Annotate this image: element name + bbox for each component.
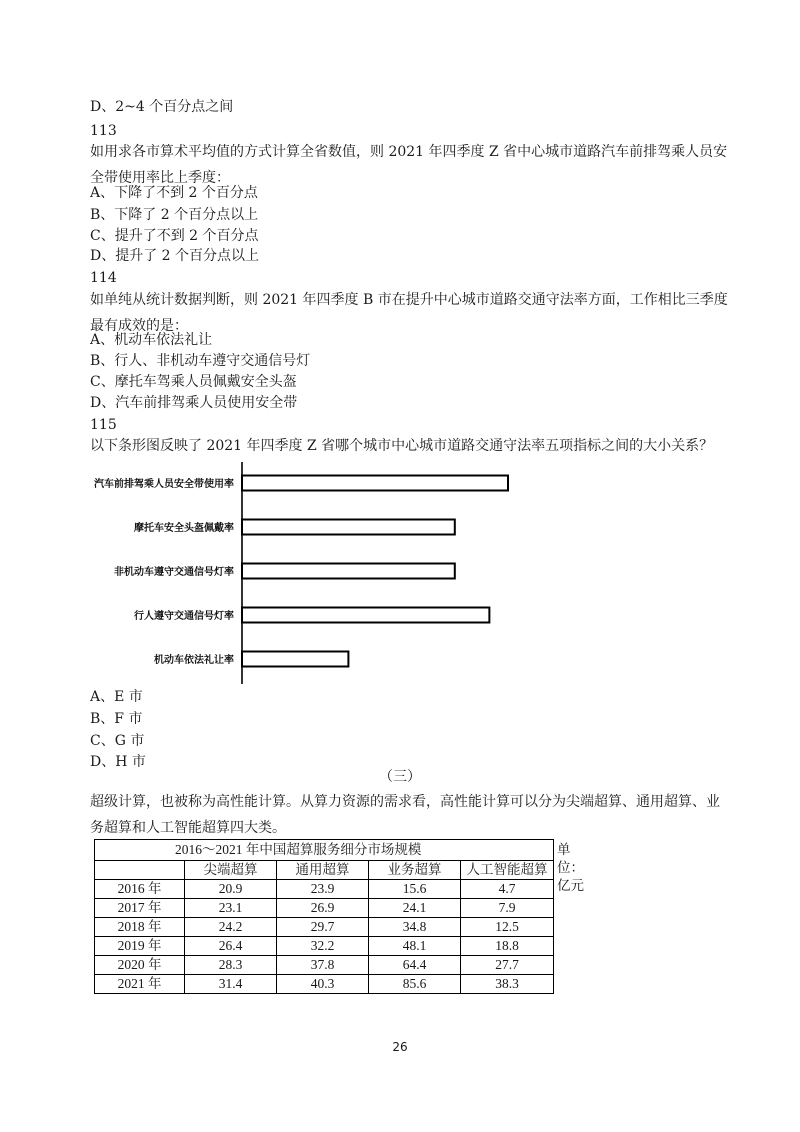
- q114-option-a: A、机动车依法礼让: [90, 332, 213, 348]
- table-header-cell: 通用超算: [277, 861, 369, 880]
- table-row: [95, 975, 554, 994]
- q114-option-c: C、摩托车驾乘人员佩戴安全头盔: [90, 374, 297, 390]
- chart-category-label: 非机动车遵守交通信号灯率: [114, 567, 234, 578]
- table-cell: 38.3: [461, 975, 554, 994]
- table-cell: 2021 年: [95, 975, 185, 994]
- q115-stem: 以下条形图反映了 2021 年四季度 Z 省哪个城市中心城市道路交通守法率五项指标之间的大小关系？: [90, 438, 714, 454]
- table-cell: 32.2: [277, 937, 369, 956]
- table-cell: 23.1: [185, 899, 277, 918]
- market-size-table: [94, 839, 584, 994]
- q113-stem: 如用求各市算术平均值的方式计算全省数值，则 2021 年四季度 Z 省中心城市道路汽车前排驾乘人员安全带使用率比上季度：: [90, 144, 728, 186]
- table-cell: 23.9: [277, 880, 369, 899]
- table-cell: 2017 年: [95, 899, 185, 918]
- table-row: [95, 937, 554, 956]
- table-cell: 4.7: [461, 880, 554, 899]
- q113-option-a: A、下降了不到 2 个百分点: [90, 185, 258, 201]
- table-cell: 12.5: [461, 918, 554, 937]
- table-header-row: [95, 861, 554, 880]
- table-header-cell: 业务超算: [369, 861, 461, 880]
- q114-option-d: D、汽车前排驾乘人员使用安全带: [90, 395, 298, 411]
- bar-chart: [80, 462, 620, 692]
- table-row: [95, 899, 554, 918]
- table-cell: 26.9: [277, 899, 369, 918]
- table-header-cell: 尖端超算: [185, 861, 277, 880]
- chart-category-label: 机动车依法礼让率: [154, 655, 234, 666]
- q113-option-d: D、提升了 2 个百分点以上: [90, 248, 260, 264]
- table-cell: 2018 年: [95, 918, 185, 937]
- q114-number: 114: [90, 270, 117, 286]
- q113-option-c: C、提升了不到 2 个百分点: [90, 228, 259, 244]
- table-cell: 37.8: [277, 956, 369, 975]
- table-header-cell: 人工智能超算: [461, 861, 554, 880]
- page-number: 26: [392, 1040, 408, 1054]
- q113-number: 113: [90, 123, 117, 139]
- q115-option-b: B、F 市: [90, 711, 143, 727]
- table-cell: 34.8: [369, 918, 461, 937]
- table-header-cell: [95, 861, 185, 880]
- section-heading: （三）: [379, 769, 421, 785]
- table-cell: 48.1: [369, 937, 461, 956]
- q115-number: 115: [90, 417, 117, 433]
- chart-category-label: 行人遵守交通信号灯率: [134, 611, 234, 622]
- chart-bar: [242, 608, 489, 623]
- q115-option-d: D、H 市: [90, 754, 146, 770]
- chart-category-label: 汽车前排驾乘人员安全带使用率: [94, 479, 234, 490]
- table-cell: 2019 年: [95, 937, 185, 956]
- q114-option-b: B、行人、非机动车遵守交通信号灯: [90, 353, 311, 369]
- table-cell: 28.3: [185, 956, 277, 975]
- table-row: [95, 918, 554, 937]
- table-cell: 15.6: [369, 880, 461, 899]
- table-unit: 单位：亿元: [557, 842, 584, 893]
- q115-option-a: A、E 市: [90, 689, 143, 705]
- table-cell: 40.3: [277, 975, 369, 994]
- table-cell: 24.1: [369, 899, 461, 918]
- q112-option-d: D、2~4 个百分点之间: [90, 99, 234, 115]
- table-cell: 29.7: [277, 918, 369, 937]
- table-cell: 85.6: [369, 975, 461, 994]
- table-cell: 2016 年: [95, 880, 185, 899]
- table-cell: 7.9: [461, 899, 554, 918]
- chart-category-label: 摩托车安全头盔佩戴率: [134, 523, 234, 534]
- chart-bar: [242, 564, 455, 579]
- table-cell: 2020 年: [95, 956, 185, 975]
- q115-option-c: C、G 市: [90, 733, 145, 749]
- chart-bar: [242, 520, 455, 535]
- table-cell: 27.7: [461, 956, 554, 975]
- table-row: [95, 956, 554, 975]
- chart-bar: [242, 652, 348, 667]
- table-cell: 18.8: [461, 937, 554, 956]
- chart-bar: [242, 476, 508, 491]
- table-cell: 26.4: [185, 937, 277, 956]
- table-title: 2016～2021 年中国超算服务细分市场规模: [175, 842, 422, 857]
- table-cell: 31.4: [185, 975, 277, 994]
- table-cell: 64.4: [369, 956, 461, 975]
- q113-option-b: B、下降了 2 个百分点以上: [90, 207, 259, 223]
- q114-stem: 如单纯从统计数据判断，则 2021 年四季度 B 市在提升中心城市道路交通守法率方面，工作相比三季度最有成效的是：: [90, 292, 728, 334]
- table-row: [95, 880, 554, 899]
- section-intro: 超级计算，也被称为高性能计算。从算力资源的需求看，高性能计算可以分为尖端超算、通用超算、业务超算和人工智能超算四大类。: [90, 794, 720, 836]
- table-cell: 20.9: [185, 880, 277, 899]
- table-cell: 24.2: [185, 918, 277, 937]
